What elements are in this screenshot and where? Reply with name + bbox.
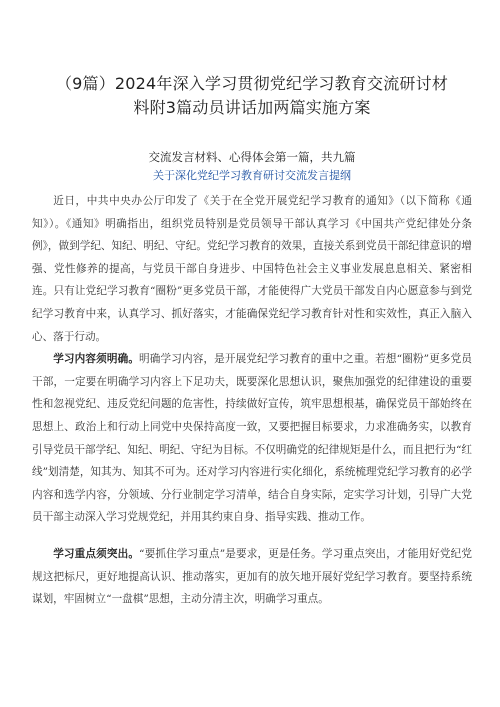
paragraph-intro [32, 190, 472, 348]
sub-heading: 关于深化党纪学习教育研讨交流发言提纲 [153, 169, 351, 182]
paragraph-learning-focus [32, 543, 472, 611]
paragraph-body: 明确学习内容，是开展党纪学习教育的重中之重。若想“圈粉”更多党员干部，一定要在明确学习内容上下足功夫，既要深化思想认识，聚焦加强党的纪律建设的重要性和忽视党纪、违反党纪问题的危害性，持续做好宣传，筑牢思想根基，确保党员干部始终在思想上、政治上和行动上同党中央保持高度一致，又要把握目标要求，力求准确务实，以教育引导党员干部学纪、知纪、明纪、守纪为目标。不仅明确党的纪律规矩是什么，而且把行为“红线”划清楚，知其为、知其不可为。还对学习内容进行实化细化，系统梳理党纪学习教育的必学内容和选学内容，分领域、分行业制定学习清单，结合自身实际，定实学习计划，引导广大党员干部主动深入学习党规党纪，并用其约束自身、指导实践、推动工作。 [32, 353, 472, 524]
paragraph-body: “要抓住学习重点”是要求，更是任务。学习重点突出，才能用好党纪党规这把标尺，更好地提高认识、推动落实，更加有的放矢地开展好党纪学习教育。要坚持系统谋划，牢固树立“一盘棋”思想，主动分清主次，明确学习重点。 [32, 547, 472, 606]
paragraph-learning-content [32, 348, 472, 529]
document-title [32, 72, 472, 120]
document-title-line-2: 料附3篇动员讲话加两篇实施方案 [133, 98, 371, 117]
paragraph-body: 近日，中共中央办公厅印发了《关于在全党开展党纪学习教育的通知》（以下简称《通知》）。《通知》明确指出，组织党员特别是党员领导干部认真学习《中国共产党纪律处分条例》，做到学纪、知纪、明纪、守纪。党纪学习教育的效果，直接关系到党员干部纪律意识的增强、党性修养的提高，与党员干部自身进步、中国特色社会主义事业发展息息相关、紧密相连。只有让党纪学习教育“圈粉”更多党员干部，才能使得广大党员干部发自内心愿意参与到党纪学习教育中来，认真学习、抓好落实，才能确保党纪学习教育针对性和实效性，真正入脑入心、落于行动。 [32, 195, 472, 343]
document-title-line-1: （9篇）2024年深入学习贯彻党纪学习教育交流研讨材 [55, 74, 449, 93]
paragraph-lead: 学习重点须突出。 [53, 547, 140, 560]
section-heading: 交流发言材料、心得体会第一篇，共九篇 [148, 150, 356, 164]
paragraph-lead: 学习内容须明确。 [53, 353, 140, 366]
